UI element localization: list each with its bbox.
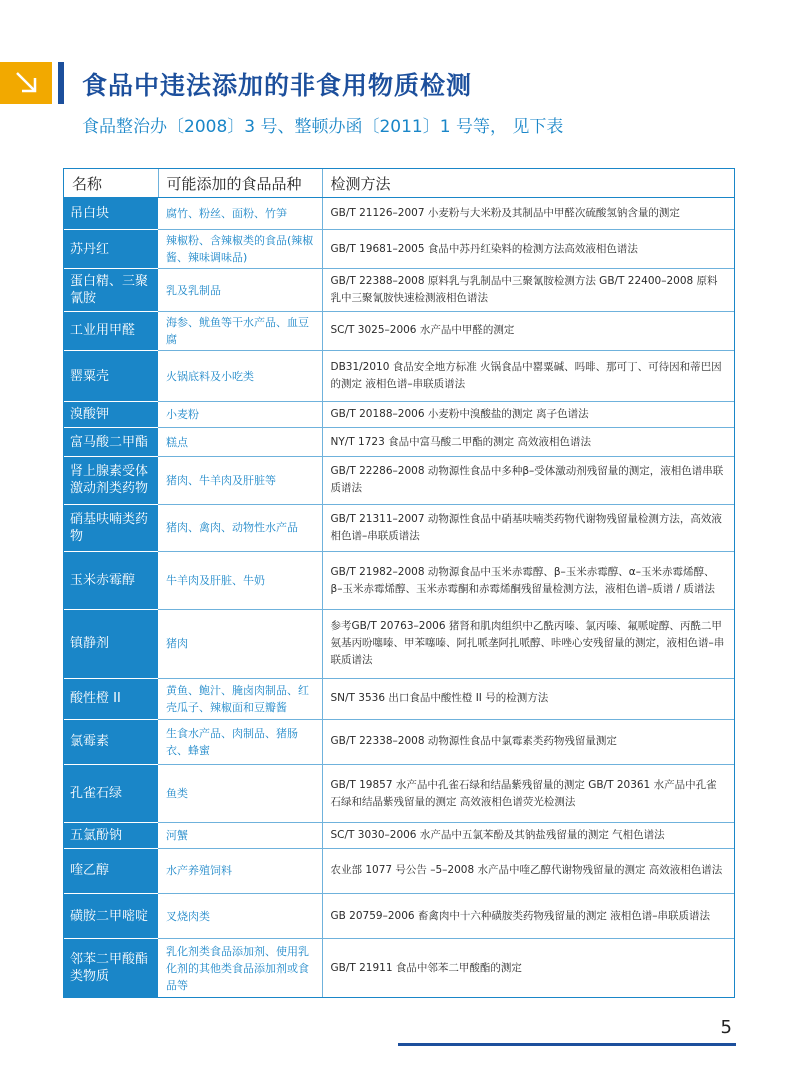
detection-method-cell: 参考GB/T 20763–2006 猪肾和肌肉组织中乙酰丙嗪、氯丙嗪、氟哌啶醇、丙酰二甲氨基丙吩噻嗪、甲苯噻嗪、阿扎哌垄阿扎哌醇、咔唑心安残留量的测定，液相色谱–串联质谱法 bbox=[322, 610, 734, 679]
food-types-cell: 海参、鱿鱼等干水产品、血豆腐 bbox=[158, 312, 322, 351]
arrow-down-right-icon bbox=[0, 62, 52, 104]
food-types-cell: 叉烧肉类 bbox=[158, 894, 322, 939]
food-types-cell: 乳化剂类食品添加剂、使用乳化剂的其他类食品添加剂或食品等 bbox=[158, 939, 322, 997]
food-types-cell: 小麦粉 bbox=[158, 402, 322, 428]
table-row bbox=[64, 312, 734, 351]
substance-name-cell: 肾上腺素受体激动剂类药物 bbox=[64, 457, 158, 504]
food-types-cell: 生食水产品、肉制品、猪肠衣、蜂蜜 bbox=[158, 719, 322, 764]
detection-method-cell: DB31/2010 食品安全地方标准 火锅食品中罂粟碱、吗啡、那可丁、可待因和蒂巴因的测定 液相色谱–串联质谱法 bbox=[322, 350, 734, 402]
table-row bbox=[64, 504, 734, 551]
substance-name-cell: 蛋白精、三聚氰胺 bbox=[64, 269, 158, 312]
table-row bbox=[64, 198, 734, 230]
table-header-row bbox=[64, 169, 734, 198]
substance-name-cell: 磺胺二甲嘧啶 bbox=[64, 894, 158, 939]
substance-name-cell: 喹乙醇 bbox=[64, 848, 158, 893]
food-types-cell: 火锅底料及小吃类 bbox=[158, 350, 322, 402]
column-header-method: 检测方法 bbox=[322, 169, 734, 198]
food-types-cell: 河蟹 bbox=[158, 823, 322, 849]
substance-name-cell: 邻苯二甲酸酯类物质 bbox=[64, 939, 158, 997]
table-row bbox=[64, 894, 734, 939]
food-types-cell: 糕点 bbox=[158, 428, 322, 457]
substance-name-cell: 玉米赤霉醇 bbox=[64, 551, 158, 609]
detection-method-cell: SC/T 3025–2006 水产品中甲醛的测定 bbox=[322, 312, 734, 351]
table-row bbox=[64, 428, 734, 457]
detection-method-cell: GB/T 22388–2008 原料乳与乳制品中三聚氰胺检测方法 GB/T 22400–2008 原料乳中三聚氰胺快速检测液相色谱法 bbox=[322, 269, 734, 312]
table-row bbox=[64, 551, 734, 609]
substance-name-cell: 富马酸二甲酯 bbox=[64, 428, 158, 457]
table-row bbox=[64, 719, 734, 764]
detection-method-cell: GB 20759–2006 畜禽肉中十六种磺胺类药物残留量的测定 液相色谱–串联质谱法 bbox=[322, 894, 734, 939]
table-row bbox=[64, 939, 734, 997]
page-subtitle: 食品整治办〔2008〕3 号、整顿办函〔2011〕1 号等， 见下表 bbox=[82, 117, 564, 137]
food-types-cell: 辣椒粉、含辣椒类的食品(辣椒酱、辣味调味品) bbox=[158, 230, 322, 269]
footer-line bbox=[398, 1043, 736, 1046]
detection-method-cell: GB/T 21311–2007 动物源性食品中硝基呋喃类药物代谢物残留量检测方法，高效液相色谱–串联质谱法 bbox=[322, 504, 734, 551]
detection-method-cell: GB/T 21982–2008 动物源食品中玉米赤霉醇、β–玉米赤霉醇、α–玉米赤霉烯醇、β–玉米赤霉烯醇、玉米赤霉酮和赤霉烯酮残留量检测方法，液相色谱–质谱 / 质谱法 bbox=[322, 551, 734, 609]
substance-name-cell: 镇静剂 bbox=[64, 610, 158, 679]
detection-method-cell: GB/T 19681–2005 食品中苏丹红染料的检测方法高效液相色谱法 bbox=[322, 230, 734, 269]
detection-method-cell: GB/T 19857 水产品中孔雀石绿和结晶紫残留量的测定 GB/T 20361 水产品中孔雀石绿和结晶紫残留量的测定 高效液相色谱荧光检测法 bbox=[322, 764, 734, 822]
detection-table bbox=[63, 168, 735, 998]
food-types-cell: 腐竹、粉丝、面粉、竹笋 bbox=[158, 198, 322, 230]
food-types-cell: 黄鱼、鲍汁、腌卤肉制品、红壳瓜子、辣椒面和豆瓣酱 bbox=[158, 678, 322, 719]
substance-name-cell: 五氯酚钠 bbox=[64, 823, 158, 849]
food-types-cell: 猪肉、禽肉、动物性水产品 bbox=[158, 504, 322, 551]
table-row bbox=[64, 230, 734, 269]
table-row bbox=[64, 457, 734, 504]
food-types-cell: 水产养殖饲料 bbox=[158, 848, 322, 893]
table-row bbox=[64, 610, 734, 679]
food-types-cell: 猪肉 bbox=[158, 610, 322, 679]
substance-name-cell: 工业用甲醛 bbox=[64, 312, 158, 351]
table-row bbox=[64, 402, 734, 428]
substance-name-cell: 孔雀石绿 bbox=[64, 764, 158, 822]
substance-name-cell: 氯霉素 bbox=[64, 719, 158, 764]
detection-method-cell: GB/T 22286–2008 动物源性食品中多种β–受体激动剂残留量的测定，液相色谱串联质谱法 bbox=[322, 457, 734, 504]
detection-method-cell: SN/T 3536 出口食品中酸性橙 II 号的检测方法 bbox=[322, 678, 734, 719]
substance-name-cell: 溴酸钾 bbox=[64, 402, 158, 428]
substance-name-cell: 罂粟壳 bbox=[64, 350, 158, 402]
table-row bbox=[64, 269, 734, 312]
title-accent-bar bbox=[58, 62, 64, 104]
table-row bbox=[64, 823, 734, 849]
substance-name-cell: 吊白块 bbox=[64, 198, 158, 230]
detection-method-cell: GB/T 21911 食品中邻苯二甲酸酯的测定 bbox=[330, 961, 522, 974]
detection-method-cell: NY/T 1723 食品中富马酸二甲酯的测定 高效液相色谱法 bbox=[322, 428, 734, 457]
food-types-cell: 猪肉、牛羊肉及肝脏等 bbox=[158, 457, 322, 504]
column-header-foods: 可能添加的食品品种 bbox=[158, 169, 322, 198]
food-types-cell: 乳及乳制品 bbox=[158, 269, 322, 312]
column-header-name: 名称 bbox=[64, 169, 158, 198]
substance-name-cell: 苏丹红 bbox=[64, 230, 158, 269]
table-row bbox=[64, 350, 734, 402]
detection-method-cell: GB/T 22338–2008 动物源性食品中氯霉素类药物残留量测定 bbox=[322, 719, 734, 764]
substance-name-cell: 酸性橙 II bbox=[64, 678, 158, 719]
food-types-cell: 鱼类 bbox=[158, 764, 322, 822]
table-row bbox=[64, 678, 734, 719]
detection-method-cell: SC/T 3030–2006 水产品中五氯苯酚及其钠盐残留量的测定 气相色谱法 bbox=[322, 823, 734, 849]
detection-method-cell: GB/T 20188–2006 小麦粉中溴酸盐的测定 离子色谱法 bbox=[322, 402, 734, 428]
detection-method-cell: 农业部 1077 号公告 –5–2008 水产品中喹乙醇代谢物残留量的测定 高效液相色谱法 bbox=[322, 848, 734, 893]
page-title: 食品中违法添加的非食用物质检测 bbox=[82, 71, 473, 100]
detection-method-cell: GB/T 21126–2007 小麦粉与大米粉及其制品中甲醛次硫酸氢钠含量的测定 bbox=[322, 198, 734, 230]
page-number: 5 bbox=[720, 1017, 732, 1038]
substance-name-cell: 硝基呋喃类药物 bbox=[64, 504, 158, 551]
table-row bbox=[64, 848, 734, 893]
food-types-cell: 牛羊肉及肝脏、牛奶 bbox=[158, 551, 322, 609]
table-row bbox=[64, 764, 734, 822]
